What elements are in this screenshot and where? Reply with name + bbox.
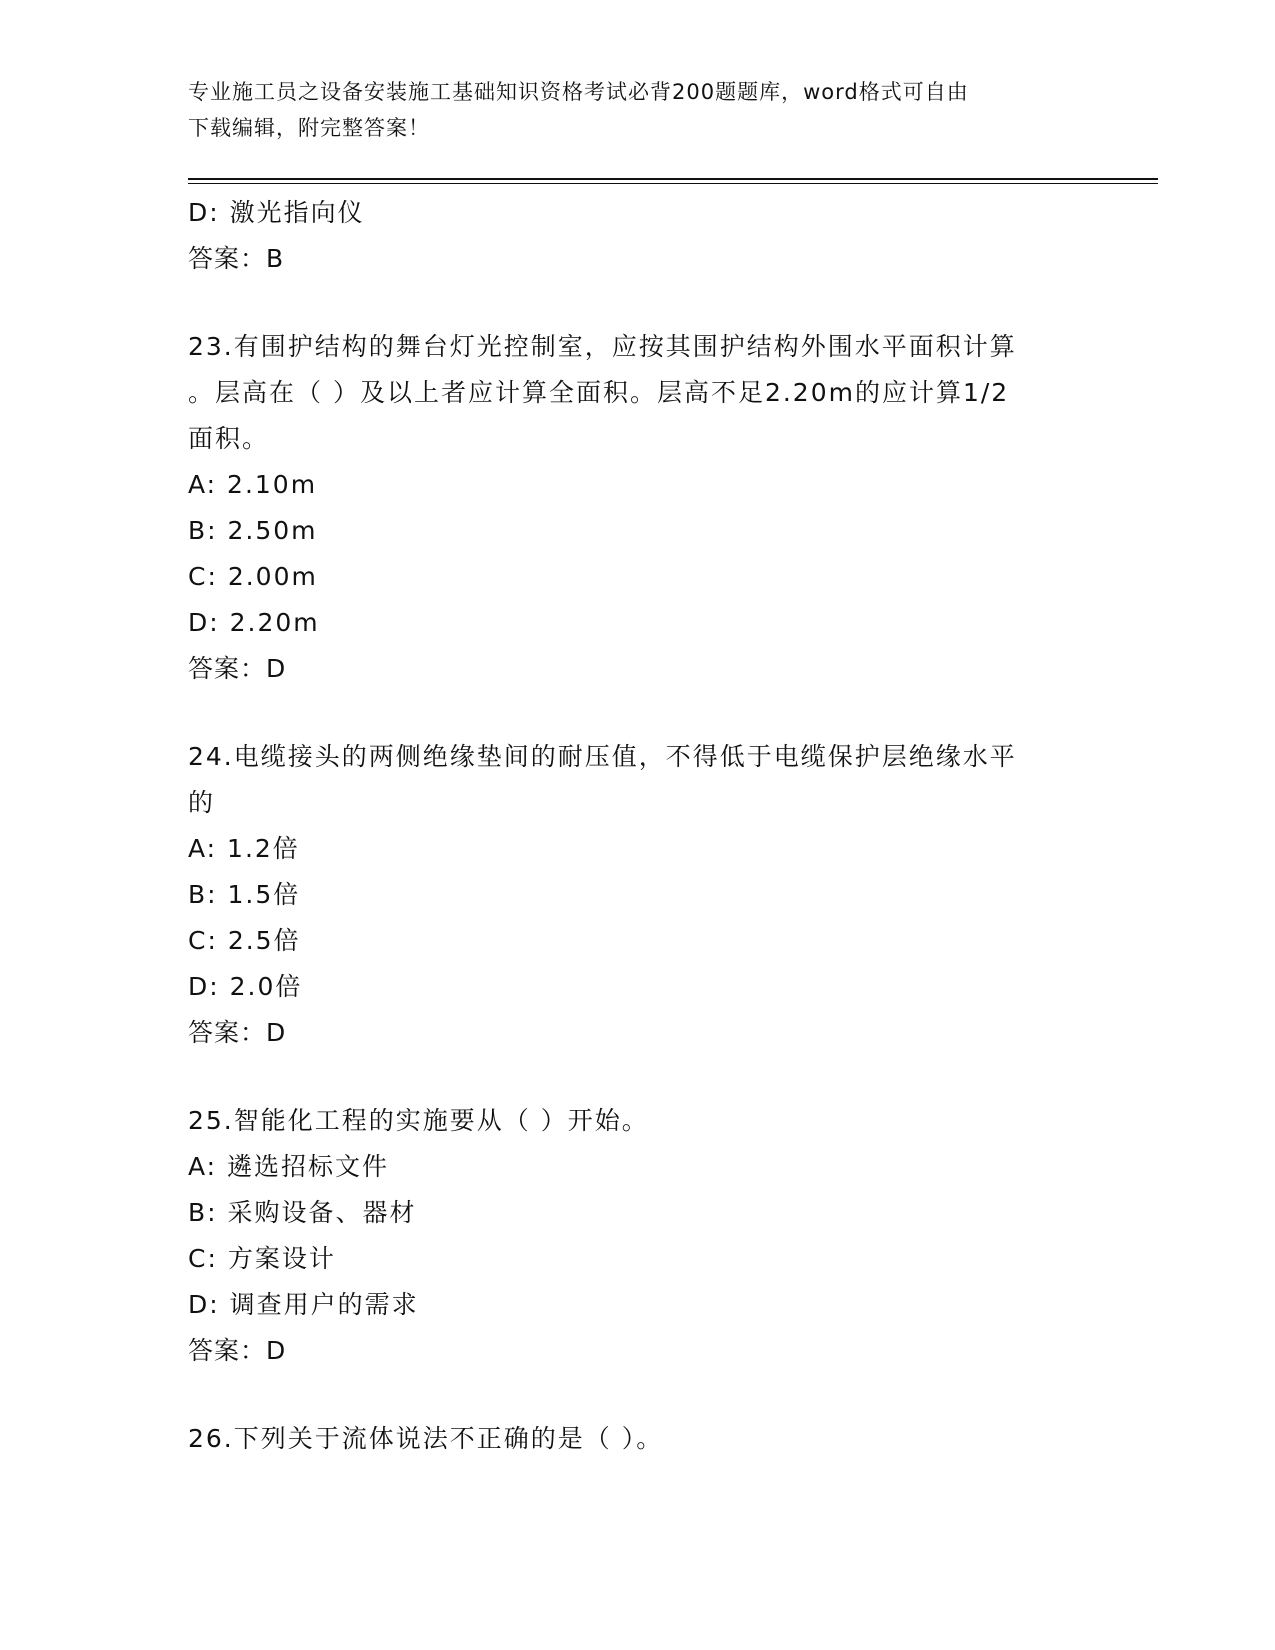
question-text-line: 24.电缆接头的两侧绝缘垫间的耐压值，不得低于电缆保护层绝缘水平 [188, 742, 1017, 771]
header-divider-thick [188, 178, 1158, 180]
option-d: D: 2.20m [188, 608, 320, 637]
option-a: A: 2.10m [188, 470, 318, 499]
answer-line: 答案：D [188, 1018, 287, 1047]
answer-line: 答案：B [188, 244, 285, 273]
spacer [188, 1374, 1088, 1416]
document-header [188, 74, 1088, 146]
option-a: A: 遴选招标文件 [188, 1152, 390, 1181]
question-text-line: 。层高在（ ）及以上者应计算全面积。层高不足2.20m的应计算1/2 [188, 378, 1010, 407]
header-divider-thin [188, 183, 1158, 184]
question-text-line: 25.智能化工程的实施要从（ ）开始。 [188, 1106, 649, 1135]
option-b: B: 1.5倍 [188, 880, 301, 909]
spacer [188, 692, 1088, 734]
question-list [188, 190, 1088, 1462]
question-25 [188, 1098, 1088, 1374]
option-b: B: 2.50m [188, 516, 318, 545]
question-text-line: 23.有围护结构的舞台灯光控制室，应按其围护结构外围水平面积计算 [188, 332, 1017, 361]
question-text-line: 面积。 [188, 424, 270, 453]
question-24 [188, 734, 1088, 1056]
header-line-1: 专业施工员之设备安装施工基础知识资格考试必背200题题库，word格式可自由 [188, 80, 969, 104]
header-line-2: 下载编辑，附完整答案！ [188, 116, 430, 140]
option-c: C: 方案设计 [188, 1244, 336, 1273]
question-26 [188, 1416, 1088, 1462]
answer-line: 答案：D [188, 654, 287, 683]
question-23 [188, 324, 1088, 692]
previous-question-tail [188, 190, 1088, 282]
option-c: C: 2.00m [188, 562, 318, 591]
option-a: A: 1.2倍 [188, 834, 300, 863]
spacer [188, 282, 1088, 324]
option-d: D: 2.0倍 [188, 972, 303, 1001]
question-text-line: 的 [188, 788, 216, 817]
question-text-line: 26.下列关于流体说法不正确的是（ ）。 [188, 1424, 664, 1453]
option-c: C: 2.5倍 [188, 926, 301, 955]
spacer [188, 1056, 1088, 1098]
option-d: D: 激光指向仪 [188, 198, 365, 227]
answer-line: 答案：D [188, 1336, 287, 1365]
option-b: B: 采购设备、器材 [188, 1198, 417, 1227]
option-d: D: 调查用户的需求 [188, 1290, 419, 1319]
